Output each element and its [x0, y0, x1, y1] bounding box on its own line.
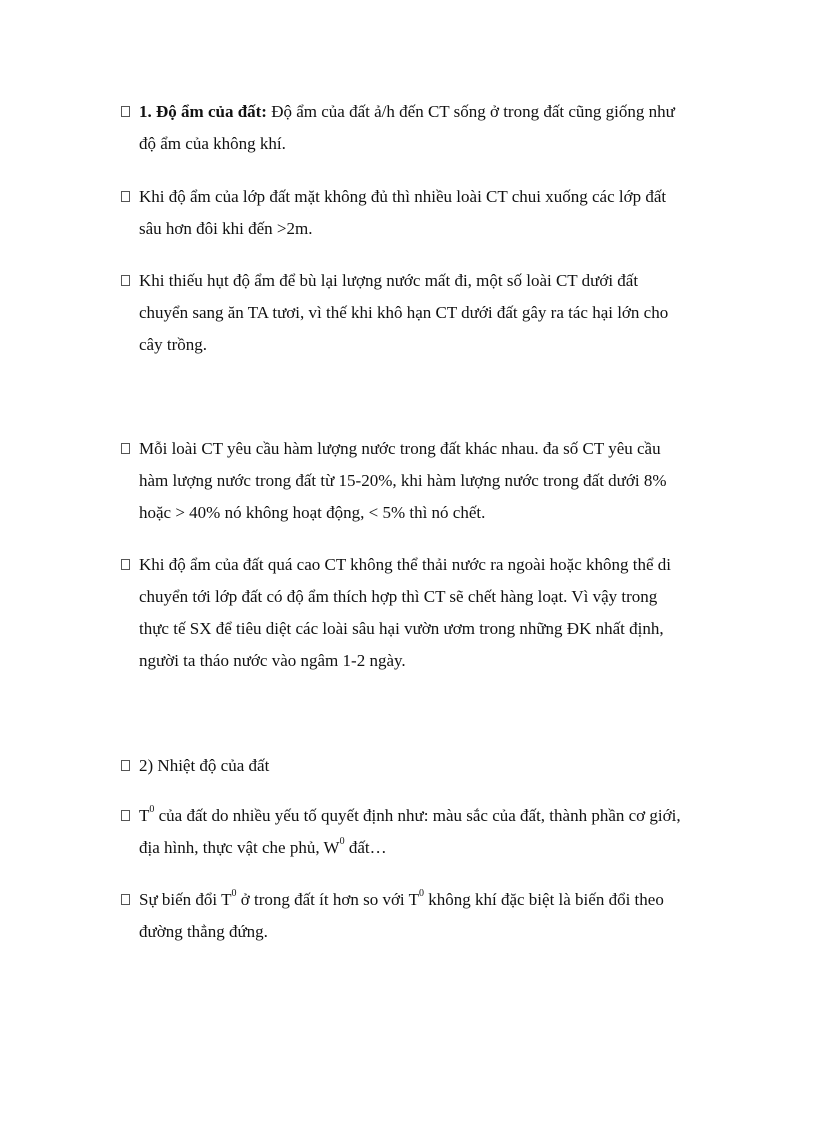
- checkbox-bullet-icon: [121, 559, 130, 570]
- text-line: đường thẳng đứng.: [139, 922, 268, 941]
- paragraph: [121, 181, 701, 245]
- paragraph-soil-temperature-heading: [121, 750, 701, 782]
- text-line: hàm lượng nước trong đất từ 15-20%, khi hàm lượng nước trong đất dưới 8%: [139, 471, 667, 490]
- checkbox-bullet-icon: [121, 106, 130, 117]
- text-line: Mỗi loài CT yêu cầu hàm lượng nước trong đất khác nhau. đa số CT yêu cầu: [139, 439, 661, 458]
- text-line: địa hình, thực vật che phủ, $W^0$ đất…: [139, 836, 387, 857]
- section-heading: 2) Nhiệt độ của đất: [139, 756, 270, 775]
- checkbox-bullet-icon: [121, 275, 130, 286]
- text-line: độ ẩm của không khí.: [139, 134, 286, 153]
- text-line: người ta tháo nước vào ngâm 1-2 ngày.: [139, 651, 406, 670]
- text-line: $T^0$ của đất do nhiều yếu tố quyết định như: màu sắc của đất, thành phần cơ giới,: [139, 804, 681, 825]
- checkbox-bullet-icon: [121, 760, 130, 771]
- text-line: Khi độ ẩm của lớp đất mặt không đủ thì nhiều loài CT chui xuống các lớp đất: [139, 187, 667, 206]
- checkbox-bullet-icon: [121, 894, 130, 905]
- paragraph: [121, 433, 701, 529]
- section-heading: 1. Độ ẩm của đất:: [139, 102, 267, 121]
- text-line: cây trồng.: [139, 335, 207, 354]
- paragraph: [121, 265, 701, 361]
- text-line: 1. Độ ẩm của đất: Độ ẩm của đất ả/h đến CT sống ở trong đất cũng giống như: [139, 102, 675, 121]
- text-line: Khi độ ẩm của đất quá cao CT không thể thải nước ra ngoài hoặc không thể di: [139, 555, 671, 574]
- checkbox-bullet-icon: [121, 443, 130, 454]
- paragraph-soil-moisture-heading: [121, 96, 701, 160]
- paragraph: [121, 549, 701, 677]
- checkbox-bullet-icon: [121, 810, 130, 821]
- text-line: chuyển tới lớp đất có độ ẩm thích hợp thì CT sẽ chết hàng loạt. Vì vậy trong: [139, 587, 658, 606]
- text-line: hoặc > 40% nó không hoạt động, < 5% thì nó chết.: [139, 503, 486, 522]
- text-line: Khi thiếu hụt độ ẩm để bù lại lượng nước mất đi, một số loài CT dưới đất: [139, 271, 639, 290]
- paragraph: [121, 884, 701, 948]
- text-line: Sự biến đổi $T^0$ ở trong đất ít hơn so với $T^0$ không khí đặc biệt là biến đổi theo: [139, 888, 664, 909]
- text-line: sâu hơn đôi khi đến >2m.: [139, 219, 313, 238]
- paragraph: [121, 800, 701, 864]
- checkbox-bullet-icon: [121, 191, 130, 202]
- text-line: thực tế SX để tiêu diệt các loài sâu hại vườn ươm trong những ĐK nhất định,: [139, 619, 664, 638]
- text-line: chuyển sang ăn TA tươi, vì thế khi khô hạn CT dưới đất gây ra tác hại lớn cho: [139, 303, 669, 322]
